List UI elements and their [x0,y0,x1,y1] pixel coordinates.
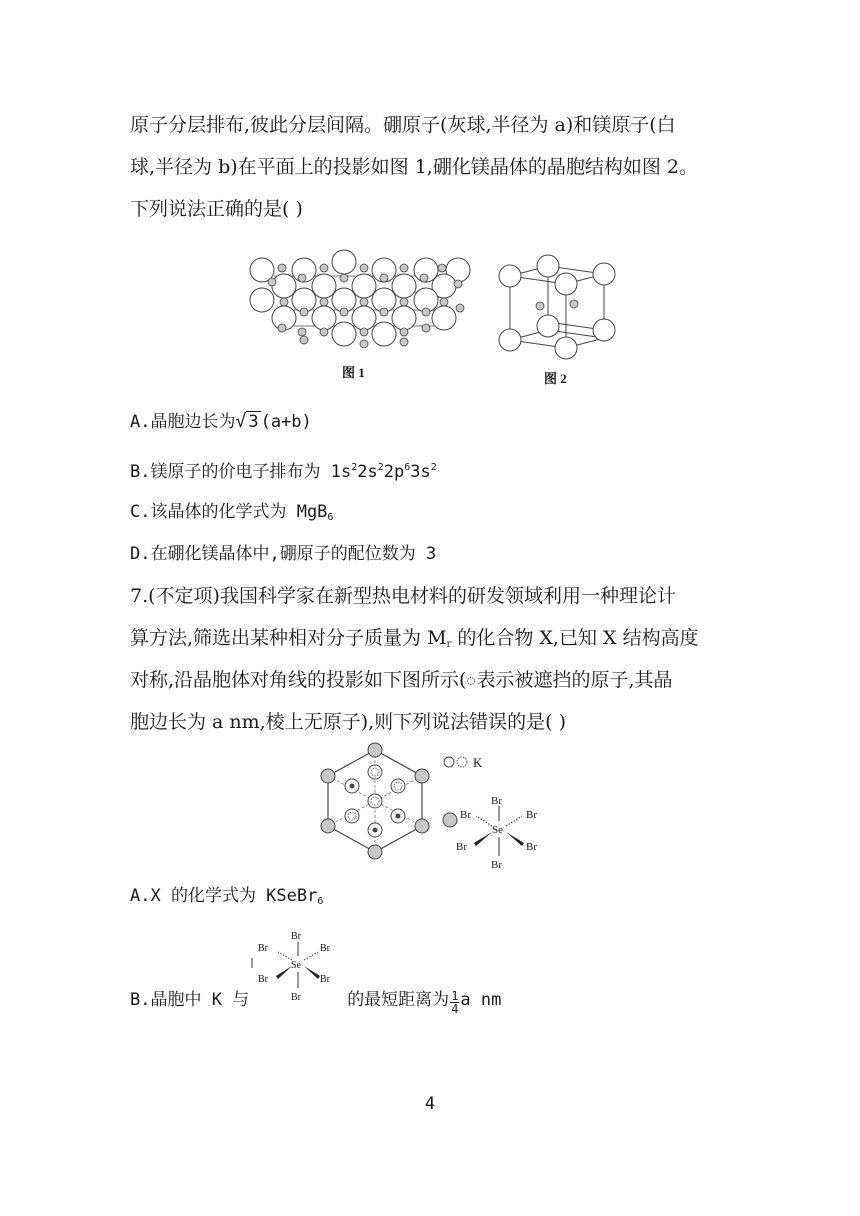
br-lower-left: Br [456,841,467,853]
q6-stem-line2: 球,半径为 b)在平面上的投影如图 1,硼化镁晶体的晶胞结构如图 2。 [130,156,698,178]
fraction: $\frac{1}{4}$ [451,989,459,1016]
se-center: Se [492,824,503,836]
q6-option-b: B.镁原子的价电子排布为 $1s^22s^22p^63s^2$ [130,462,437,482]
q6-stem-line1: 原子分层排布,彼此分层间隔。硼原子(灰球,半径为 a)和镁原子(白 [130,114,676,136]
q7-option-b: B.晶胞中 K 与 的最短距离为 $\frac{1}{4}$ a nm [130,989,502,1016]
hidden-atom-icon [466,676,476,686]
legend-se-br [436,786,556,870]
br-upper-right: Br [526,809,537,821]
br-lower-right: Br [320,974,330,985]
q7-option-a: A.X 的化学式为 KSeBr$_6$ [130,886,324,907]
br-top: Br [291,931,301,942]
figure-1-projection [244,248,476,352]
figure-2-caption: 图 2 [544,371,567,386]
q7-stem-line4: 胞边长为 a nm,棱上无原子),则下列说法错误的是( ) [130,711,567,733]
br-lower-left: Br [258,974,268,985]
q7-stem-line2: 算方法,筛选出某种相对分子质量为 $M_r$ 的化合物 X,已知 X 结构高度 [130,627,699,650]
q7-stem-line3: 对称,沿晶胞体对角线的投影如下图所示( 表示被遮挡的原子,其晶 [130,669,673,691]
q7-stem-line1: 7.(不定项)我国科学家在新型热电材料的研发领域利用一种理论计 [130,585,676,607]
sqrt-symbol: √ 3 [235,411,259,432]
br-lower-right: Br [526,841,537,853]
legend-k [442,752,492,772]
br-bottom: Br [491,859,502,870]
figure-2-unit-cell [492,254,618,362]
br-upper-left: Br [258,943,268,954]
q6-option-d: D.在硼化镁晶体中,硼原子的配位数为 3 [130,544,437,564]
q6-option-c: C.该晶体的化学式为 MgB$_6$ [130,502,334,523]
figure-3-hexagon-projection [316,738,436,862]
br-upper-left: Br [460,809,471,821]
legend-k-label: K [473,755,483,770]
br-upper-right: Br [320,943,330,954]
q6-stem-line3: 下列说法正确的是( ) [130,198,303,220]
figure-1-caption: 图 1 [342,365,365,380]
page-number: 4 [424,1094,436,1114]
br-top: Br [491,795,502,807]
q6-option-a: A.晶胞边长为√ 3 (a+b) [130,411,312,432]
se-center: Se [291,960,301,971]
br-bottom: Br [291,992,301,1003]
